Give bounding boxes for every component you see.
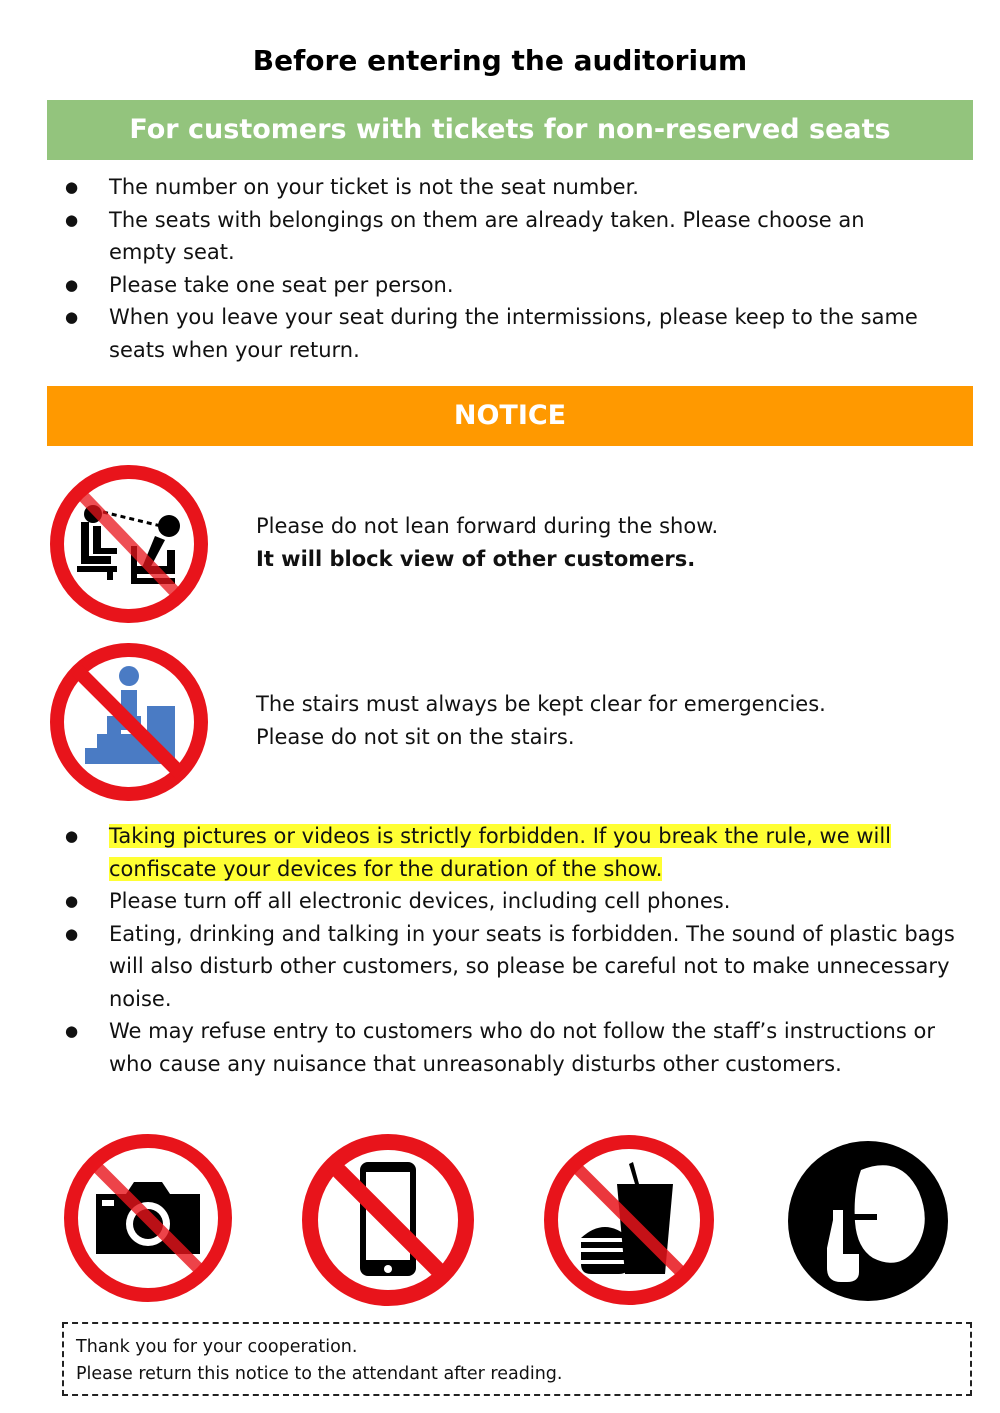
footer-note xyxy=(62,1322,972,1396)
list-item: ● Eating, drinking and talking in your seats is forbidden. The sound of plastic bags will also disturb other customers, so please be careful not to make unnecessary noise. xyxy=(60,918,970,1016)
lean-notice-text xyxy=(256,510,718,575)
stairs-notice-line1: The stairs must always be kept clear for emergencies. xyxy=(256,692,826,716)
lean-notice-line1: Please do not lean forward during the show. xyxy=(256,514,719,538)
no-sitting-on-stairs-icon xyxy=(47,640,211,804)
list-item-highlighted xyxy=(60,820,970,885)
no-phone-icon xyxy=(300,1132,476,1308)
list-item: ● When you leave your seat during the intermissions, please keep to the same seats when your return. xyxy=(60,301,970,366)
list-item: ● Please take one seat per person. xyxy=(60,269,970,302)
footer-line2: Please return this notice to the attendant after reading. xyxy=(76,1364,563,1384)
page-title: Before entering the auditorium xyxy=(252,44,748,77)
lean-notice-line2: It will block view of other customers. xyxy=(256,546,696,571)
no-leaning-forward-icon xyxy=(47,462,211,626)
list-item: ● The number on your ticket is not the seat number. xyxy=(60,171,970,204)
notice-header: NOTICE xyxy=(47,386,973,446)
quiet-please-icon xyxy=(787,1140,949,1302)
section-header-non-reserved: For customers with tickets for non-reserved seats xyxy=(47,100,973,160)
stairs-notice-line2: Please do not sit on the stairs. xyxy=(256,724,575,749)
footer-line1: Thank you for your cooperation. xyxy=(76,1337,358,1357)
stairs-notice-text xyxy=(256,688,826,753)
no-camera-icon xyxy=(62,1132,234,1304)
list-item: ● Please turn off all electronic devices, including cell phones. xyxy=(60,885,970,918)
non-reserved-rules-list xyxy=(60,171,970,366)
no-eating-drinking-icon xyxy=(541,1132,717,1308)
highlighted-text: Taking pictures or videos is strictly forbidden. If you break the rule, we will confiscate your devices for the duration of the show. xyxy=(109,824,892,881)
notice-rules-list xyxy=(60,820,970,1080)
list-item: ● The seats with belongings on them are already taken. Please choose an empty seat. xyxy=(60,204,970,269)
list-item: ● We may refuse entry to customers who do not follow the staff’s instructions or who cause any nuisance that unreasonably disturbs other customers. xyxy=(60,1015,970,1080)
